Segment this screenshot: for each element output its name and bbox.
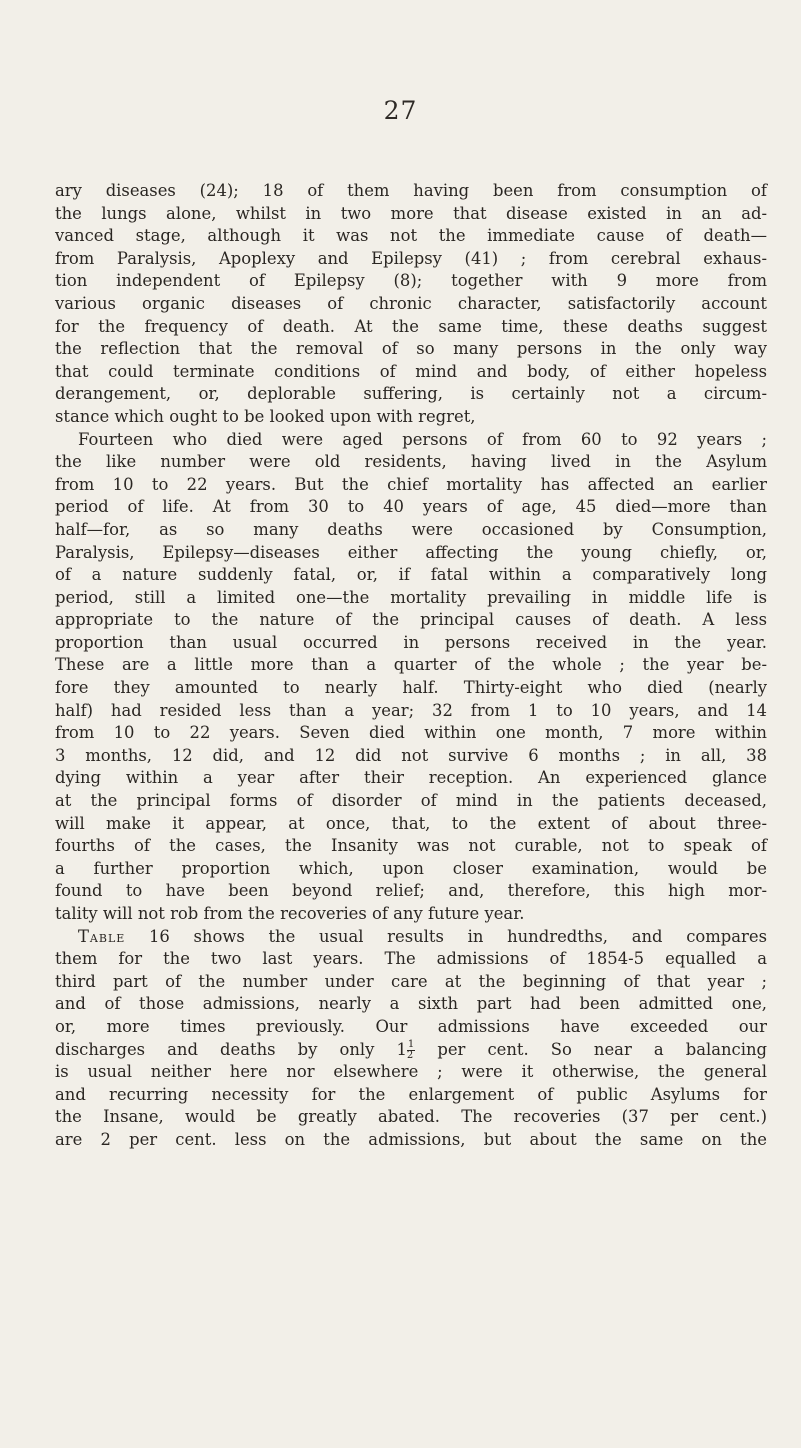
text-line: is usual neither here nor elsewhere ; were it otherwise, the general bbox=[55, 1062, 767, 1082]
text-line: third part of the number under care at the beginning of that year ; bbox=[55, 971, 767, 991]
text-line: a further proportion which, upon closer examination, would be bbox=[55, 858, 767, 878]
text-line: of a nature suddenly fatal, or, if fatal within a comparatively long bbox=[55, 565, 767, 585]
text-line bbox=[55, 926, 767, 949]
text-line: the Insane, would be greatly abated. The recoveries (37 per cent.) bbox=[55, 1107, 767, 1127]
text-line: dying within a year after their reception. An experienced glance bbox=[55, 768, 767, 788]
text-line: and recurring necessity for the enlargement of public Asylums for bbox=[55, 1084, 767, 1104]
text-line: fourths of the cases, the Insanity was not curable, not to speak of bbox=[55, 836, 767, 856]
text-line: that could terminate conditions of mind and body, of either hopeless bbox=[55, 361, 767, 381]
text-line: tality will not rob from the recoveries of any future year. bbox=[55, 904, 525, 923]
text-run: per cent. So near a balancing bbox=[415, 1039, 768, 1059]
page-number: 27 bbox=[383, 96, 418, 125]
text-line: various organic diseases of chronic character, satisfactorily account bbox=[55, 293, 767, 313]
text-line: the reflection that the removal of so many persons in the only way bbox=[55, 339, 767, 359]
text-line: from Paralysis, Apoplexy and Epilepsy (41) ; from cerebral exhaus- bbox=[55, 248, 767, 268]
text-line: found to have been beyond relief; and, therefore, this high mor- bbox=[55, 881, 767, 901]
fraction-numerator: 1 bbox=[407, 1038, 415, 1050]
text-line: at the principal forms of disorder of mind in the patients deceased, bbox=[55, 791, 767, 811]
text-line: half—for, as so many deaths were occasioned by Consumption, bbox=[55, 519, 767, 539]
text-line: and of those admissions, nearly a sixth part had been admitted one, bbox=[55, 994, 767, 1014]
text-line: appropriate to the nature of the principal causes of death. A less bbox=[55, 610, 767, 630]
text-run: discharges and deaths by only 1 bbox=[55, 1039, 407, 1059]
text-line: for the frequency of death. At the same time, these deaths suggest bbox=[55, 316, 767, 336]
text-line: are 2 per cent. less on the admissions, but about the same on the bbox=[55, 1129, 767, 1149]
text-run: 16 shows the usual results in hundredths, and compares bbox=[125, 926, 767, 946]
paragraph-table-16 bbox=[55, 926, 767, 1152]
text-line: will make it appear, at once, that, to the extent of about three- bbox=[55, 813, 767, 833]
text-line: them for the two last years. The admissions of 1854-5 equalled a bbox=[55, 949, 767, 969]
paragraph-mortality-ages bbox=[55, 429, 767, 926]
text-line: from 10 to 22 years. But the chief mortality has affected an earlier bbox=[55, 474, 767, 494]
text-line bbox=[55, 1039, 767, 1062]
text-line: tion independent of Epilepsy (8); together with 9 more from bbox=[55, 271, 767, 291]
body-text bbox=[55, 180, 767, 1152]
fraction-denominator: 2 bbox=[406, 1049, 414, 1061]
text-line: derangement, or, deplorable suffering, is certainly not a circum- bbox=[55, 384, 767, 404]
text-line: or, more times previously. Our admissions have exceeded our bbox=[55, 1016, 767, 1036]
text-line: stance which ought to be looked upon with regret, bbox=[55, 406, 476, 426]
text-line: fore they amounted to nearly half. Thirty-eight who died (nearly bbox=[55, 678, 767, 698]
text-line: These are a little more than a quarter of the whole ; the year be- bbox=[55, 655, 767, 675]
text-line: ary diseases (24); 18 of them having been from consumption of bbox=[55, 181, 767, 200]
table-reference: Table bbox=[78, 926, 126, 946]
text-line: proportion than usual occurred in persons received in the year. bbox=[55, 632, 767, 652]
paragraph-deaths-causes bbox=[55, 180, 767, 429]
text-line: Fourteen who died were aged persons of from 60 to 92 years ; bbox=[78, 429, 767, 449]
text-line: from 10 to 22 years. Seven died within one month, 7 more within bbox=[55, 723, 767, 743]
text-line: period of life. At from 30 to 40 years of age, 45 died—more than bbox=[55, 497, 767, 517]
text-line: Paralysis, Epilepsy—diseases either affecting the young chiefly, or, bbox=[55, 542, 767, 562]
text-line: period, still a limited one—the mortality prevailing in middle life is bbox=[55, 587, 767, 607]
text-line: the like number were old residents, having lived in the Asylum bbox=[55, 452, 767, 472]
text-line: half) had resided less than a year; 32 from 1 to 10 years, and 14 bbox=[55, 700, 767, 720]
text-line: the lungs alone, whilst in two more that disease existed in an ad- bbox=[55, 203, 767, 223]
text-line: vanced stage, although it was not the immediate cause of death— bbox=[55, 226, 767, 246]
text-line: 3 months, 12 did, and 12 did not survive 6 months ; in all, 38 bbox=[55, 745, 767, 765]
